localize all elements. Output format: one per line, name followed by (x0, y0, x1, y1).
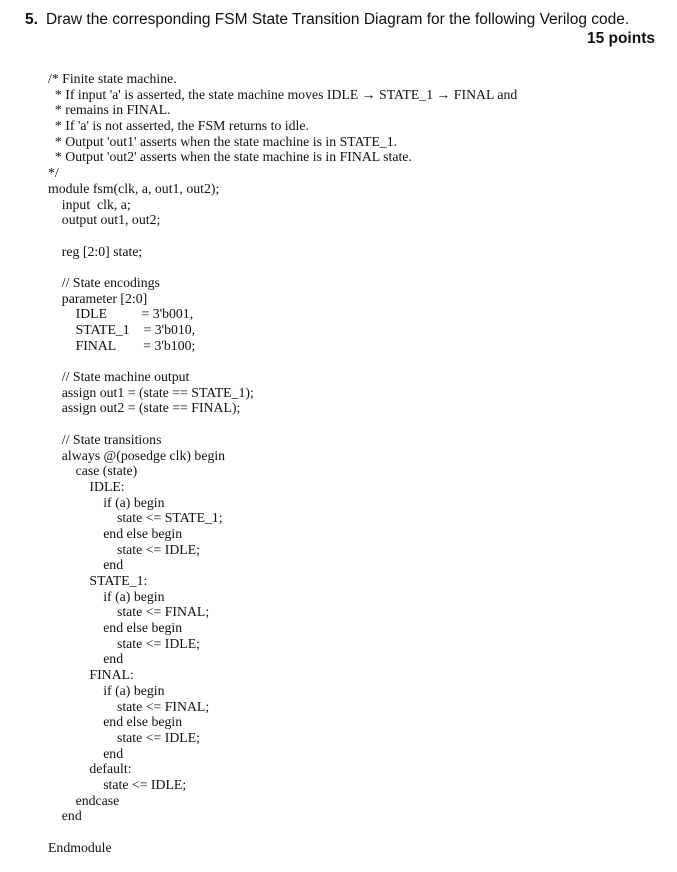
code-line: FINAL = 3'b100; (48, 337, 196, 353)
code-line: endcase (48, 792, 120, 808)
code-line: state <= FINAL; (48, 604, 210, 620)
code-line: // State machine output (48, 369, 190, 385)
code-line (48, 824, 517, 840)
code-line: end (48, 808, 82, 824)
code-line: end else begin (48, 525, 183, 541)
code-line: state <= IDLE; (48, 635, 200, 651)
code-line: assign out2 = (state == FINAL); (48, 400, 241, 416)
code-line: * If input 'a' is asserted, the state machine moves IDLE → STATE_1 → FINAL and (48, 86, 518, 102)
code-line: // State transitions (48, 431, 162, 447)
code-line: input clk, a; (48, 196, 131, 212)
code-line: state <= FINAL; (48, 698, 210, 714)
code-line: Endmodule (48, 839, 112, 855)
code-line: case (state) (48, 463, 138, 479)
code-line: IDLE: (48, 478, 125, 494)
code-line: IDLE = 3'b001, (48, 306, 194, 322)
code-line: end (48, 557, 124, 573)
question-header (25, 10, 665, 47)
code-line: state <= IDLE; (48, 541, 200, 557)
code-line: always @(posedge clk) begin (48, 447, 226, 463)
code-line (48, 228, 517, 244)
code-line: parameter [2:0] (48, 290, 148, 306)
code-line (48, 259, 517, 275)
question-title (25, 10, 665, 30)
question-points: 15 points (586, 30, 655, 47)
code-line: state <= STATE_1; (48, 510, 223, 526)
code-line: end (48, 745, 124, 761)
code-line: assign out1 = (state == STATE_1); (48, 384, 254, 400)
code-line: if (a) begin (48, 494, 165, 510)
code-line: output out1, out2; (48, 212, 161, 228)
code-line: state <= IDLE; (48, 729, 200, 745)
code-line: end else begin (48, 620, 183, 636)
code-line: // State encodings (48, 274, 160, 290)
code-line (48, 353, 517, 369)
code-line: module fsm(clk, a, out1, out2); (48, 180, 220, 196)
code-line: STATE_1: (48, 573, 148, 588)
code-line: reg [2:0] state; (48, 243, 143, 259)
code-line: state <= IDLE; (48, 776, 187, 792)
code-line: */ (48, 165, 59, 181)
code-line: STATE_1 = 3'b010, (48, 322, 196, 337)
code-line: * remains in FINAL. (48, 102, 171, 118)
code-line: end (48, 651, 124, 667)
question-text: Draw the corresponding FSM State Transition Diagram for the following Verilog code. (45, 11, 630, 28)
code-line: * If 'a' is not asserted, the FSM returns to idle. (48, 118, 309, 134)
code-line: if (a) begin (48, 588, 165, 604)
code-line: /* Finite state machine. (48, 71, 177, 86)
code-line: end else begin (48, 714, 183, 730)
code-line (48, 416, 517, 432)
question-number: 5. (25, 11, 38, 28)
verilog-code-block (48, 71, 517, 855)
code-line: * Output 'out1' asserts when the state machine is in STATE_1. (48, 133, 398, 149)
code-line: FINAL: (48, 667, 134, 683)
code-line: default: (48, 761, 132, 777)
code-line: * Output 'out2' asserts when the state machine is in FINAL state. (48, 149, 412, 165)
code-line: if (a) begin (48, 682, 165, 698)
